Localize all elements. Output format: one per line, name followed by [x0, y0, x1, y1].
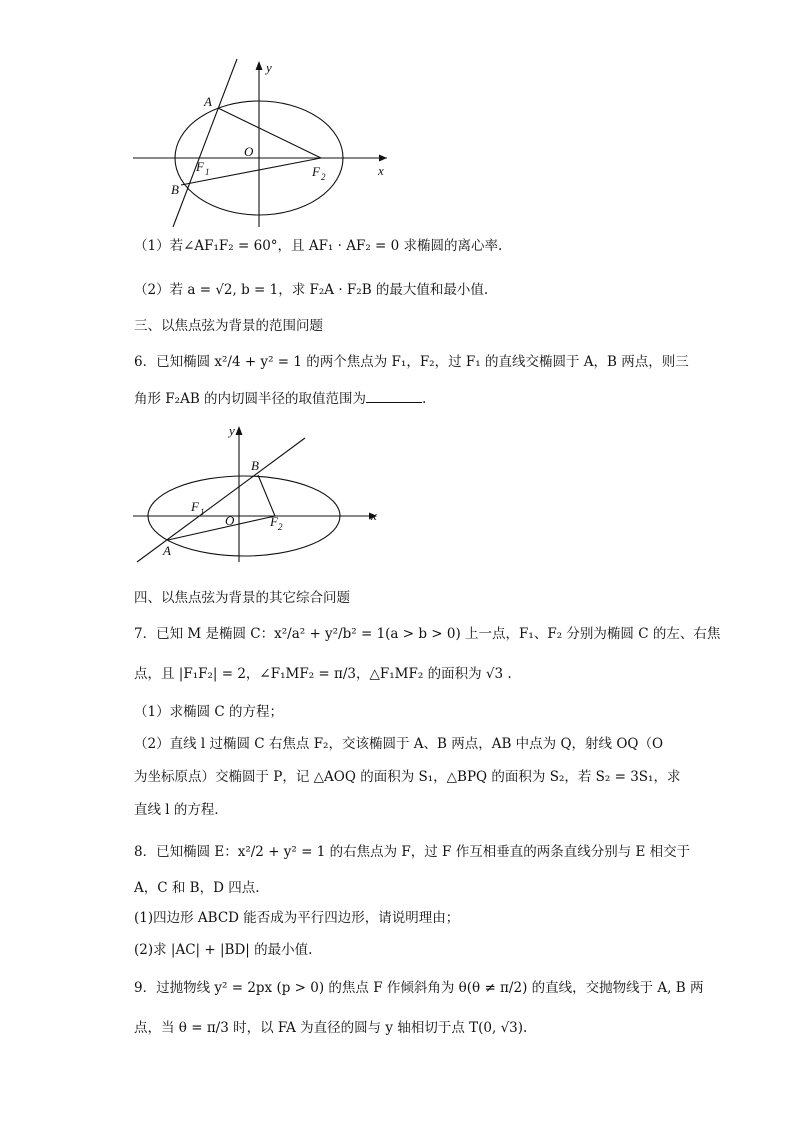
label-F1: F: [191, 499, 199, 514]
q6-line2-end: .: [422, 391, 427, 407]
label-y: y: [229, 423, 235, 438]
section-4-heading: 四、以焦点弦为背景的其它综合问题: [134, 590, 350, 606]
label-A: A: [163, 543, 171, 558]
q9-line1: 9．过抛物线 y² = 2px (p > 0) 的焦点 F 作倾斜角为 θ(θ ≠ π/2) 的直线，交抛物线于 A, B 两: [134, 980, 704, 996]
figure-ellipse-1: [125, 55, 405, 230]
q7-part1: （1）求椭圆 C 的方程；: [134, 704, 284, 720]
q8-line1: 8．已知椭圆 E：x²/2 + y² = 1 的右焦点为 F，过 F 作互相垂直的两条直线分别与 E 相交于: [134, 844, 691, 860]
label-B: B: [251, 458, 259, 473]
segment-BF2: [258, 475, 275, 516]
label-F1: F: [196, 159, 204, 174]
label-F2-sub: 2: [321, 172, 326, 182]
y-axis-arrow: [256, 61, 263, 70]
q8-part1: (1)四边形 ABCD 能否成为平行四边形，请说明理由；: [134, 910, 460, 926]
label-F2: F: [312, 164, 320, 179]
segment-AF2: [168, 516, 275, 540]
q9-line2: 点，当 θ = π/3 时，以 FA 为直径的圆与 y 轴相切于点 T(0, √3).: [134, 1020, 528, 1036]
label-F2: F: [270, 514, 278, 529]
y-axis-arrow: [236, 426, 243, 435]
q6-line2-text: 角形 F₂AB 的内切圆半径的取值范围为: [134, 391, 367, 407]
q7-part2-line2: 为坐标原点）交椭圆于 P，记 △AOQ 的面积为 S₁，△BPQ 的面积为 S₂，若 S₂ = 3S₁，求: [134, 769, 681, 785]
label-O: O: [225, 513, 235, 528]
q7-line2: 点，且 |F₁F₂| = 2，∠F₁MF₂ = π/3，△F₁MF₂ 的面积为 √3 .: [134, 666, 512, 682]
q6-line2: [134, 388, 426, 409]
label-B: B: [171, 182, 179, 197]
label-O: O: [244, 144, 254, 159]
q7-part2-line1: （2）直线 l 过椭圆 C 右焦点 F₂，交该椭圆于 A、B 两点，AB 中点为 Q，射线 OQ（O: [134, 736, 664, 752]
section-3-heading: 三、以焦点弦为背景的范围问题: [134, 318, 323, 334]
label-F1-sub: 1: [200, 507, 205, 517]
label-x: x: [371, 508, 377, 523]
label-x: x: [378, 163, 384, 178]
q7-line1: 7．已知 M 是椭圆 C：x²/a² + y²/b² = 1(a > b > 0) 上一点，F₁、F₂ 分别为椭圆 C 的左、右焦: [134, 626, 721, 642]
label-F1-sub: 1: [205, 167, 210, 177]
q5-part1: （1）若∠AF₁F₂ = 60°，且 AF₁ · AF₂ = 0 求椭圆的离心率.: [134, 238, 503, 254]
q6-line1: 6．已知椭圆 x²/4 + y² = 1 的两个焦点为 F₁，F₂，过 F₁ 的直线交椭圆于 A，B 两点，则三: [134, 354, 689, 370]
q8-line2: A，C 和 B，D 四点.: [134, 880, 260, 896]
label-y: y: [266, 60, 272, 75]
label-F2-sub: 2: [278, 522, 283, 532]
q7-part2-line3: 直线 l 的方程．: [134, 802, 228, 818]
segment-AF2: [218, 108, 321, 158]
answer-blank: [366, 388, 422, 403]
x-axis-arrow: [379, 155, 387, 162]
q8-part2: (2)求 |AC| + |BD| 的最小值.: [134, 942, 313, 958]
figure-ellipse-2: [125, 420, 395, 570]
label-A: A: [204, 94, 212, 109]
q5-part2: （2）若 a = √2, b = 1，求 F₂A · F₂B 的最大值和最小值.: [134, 282, 489, 298]
